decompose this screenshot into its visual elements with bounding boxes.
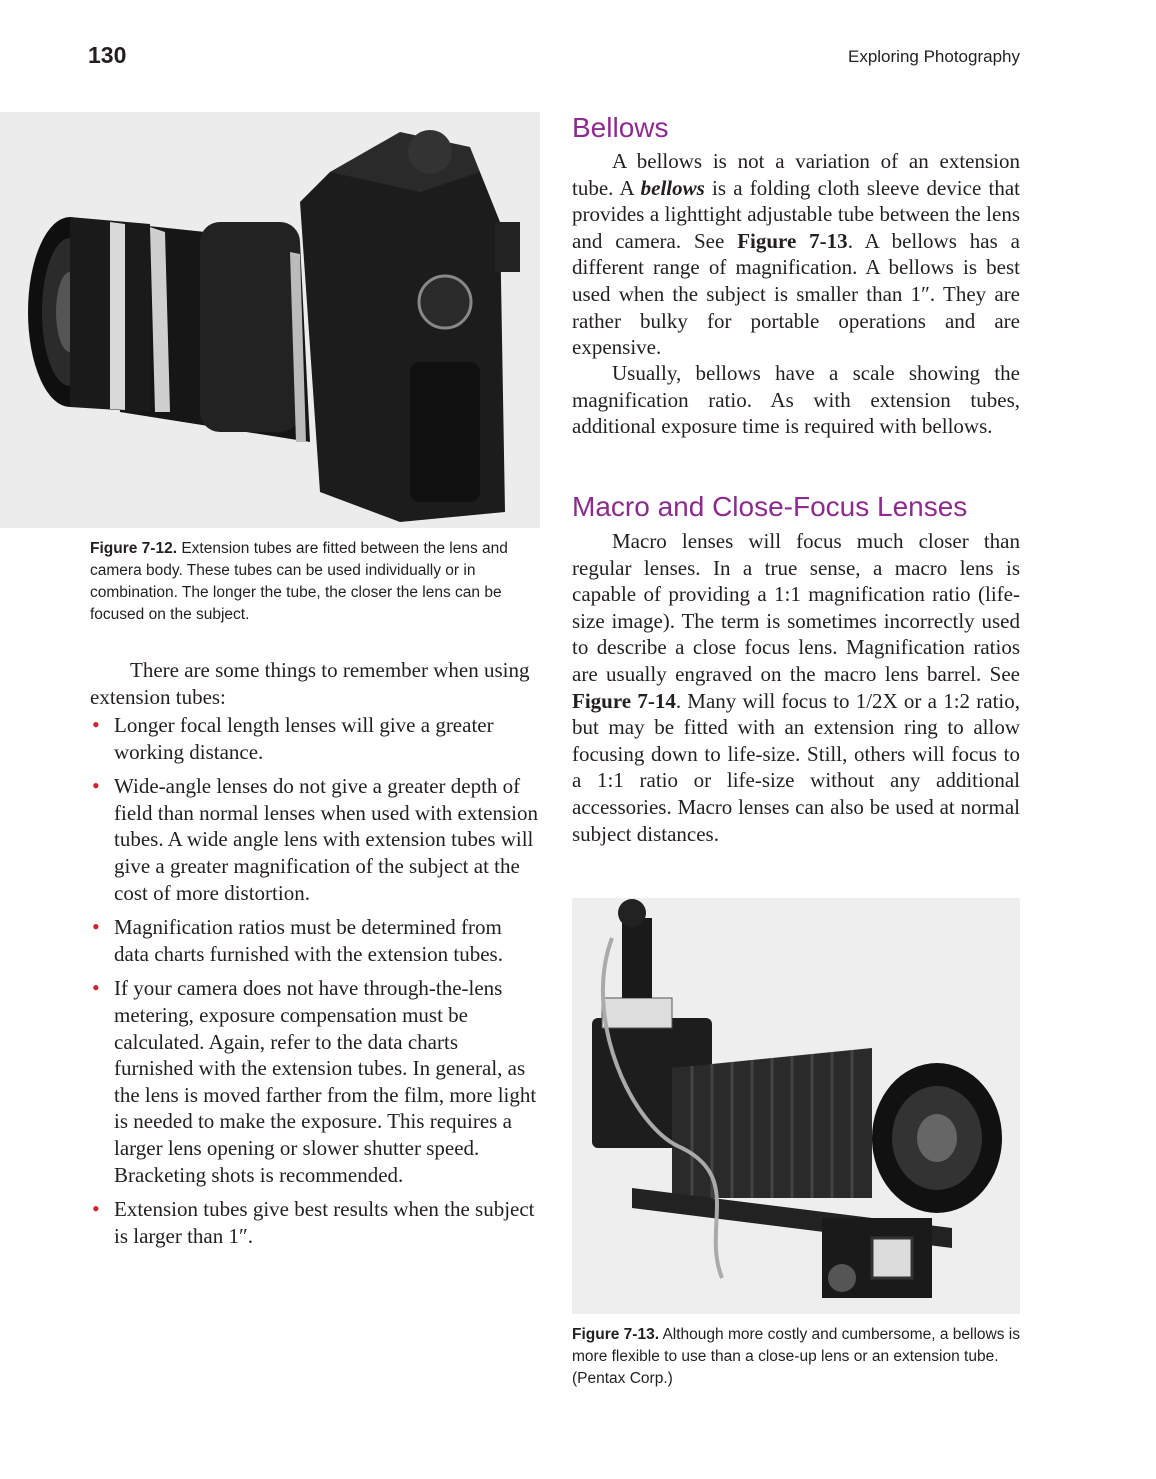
bullet-icon: • bbox=[92, 1196, 100, 1222]
list-item bbox=[90, 712, 540, 765]
text-run: . Many will focus to 1/2X or a 1:2 ratio, but may be fitted with an extension ring to allow focusing down to life-size. Still, others will focus to a 1:1 ratio or life-size without any additional accessories. Macro lenses can also be used at normal subject distances. bbox=[572, 688, 1020, 846]
list-item bbox=[90, 773, 540, 906]
text-run: Usually, bellows have a scale showing the magnification ratio. As with extension tubes, additional exposure time is required with bellows. bbox=[572, 361, 1020, 439]
figure-7-14-reference: Figure 7-14 bbox=[572, 688, 676, 713]
extension-tubes-list bbox=[90, 712, 540, 1257]
text-run: Macro lenses will focus much closer than regular lenses. In a true sense, a macro lens is capable of providing a 1:1 magnification ratio (life-size image). The term is sometimes incorrectly used to describe a close focus lens. Magnification ratios are usually engraved on the macro lens barrel. See bbox=[572, 529, 1020, 686]
bullet-icon: • bbox=[92, 975, 100, 1001]
figure-7-12-label: Figure 7-12. bbox=[90, 540, 177, 557]
macro-paragraph bbox=[572, 528, 1020, 847]
figure-7-13-text: Although more costly and cumbersome, a bellows is more flexible to use than a close-up lens or an extension tube. (Pentax Corp.) bbox=[572, 1326, 1020, 1387]
list-item-text: Longer focal length lenses will give a greater working distance. bbox=[114, 713, 494, 764]
bellows-term: bellows bbox=[640, 175, 705, 200]
bullet-icon: • bbox=[92, 914, 100, 940]
list-item-text: If your camera does not have through-the-lens metering, exposure compensation must be calculated. Again, refer to the data charts furnished with the extension tubes. In general, as the lens is moved farther from the film, more light is needed to make the exposure. This requires a larger lens opening or slower shutter speed. Bracketing shots is recommended. bbox=[114, 976, 537, 1187]
list-item-text: Wide-angle lenses do not give a greater depth of field than normal lenses when used with extension tubes. A wide angle lens with extension tubes will give a greater magnification of the subject at the cost of more distortion. bbox=[114, 774, 538, 905]
list-item bbox=[90, 1196, 540, 1249]
figure-7-13-caption bbox=[572, 1324, 1020, 1390]
figure-7-13-photo bbox=[572, 898, 1020, 1314]
page-number: 130 bbox=[88, 42, 127, 68]
macro-heading: Macro and Close-Focus Lenses bbox=[572, 491, 968, 522]
extension-tubes-intro bbox=[90, 657, 540, 710]
figure-7-13-label: Figure 7-13. bbox=[572, 1326, 659, 1343]
intro-text: There are some things to remember when using extension tubes: bbox=[90, 658, 530, 709]
figure-7-13-reference: Figure 7-13 bbox=[737, 228, 848, 253]
text-run: . A bellows has a different range of magnification. A bellows is best used when the subject is smaller than 1″. They are rather bulky for portable operations and are expensive. bbox=[572, 228, 1020, 360]
figure-7-12-text: Extension tubes are fitted between the lens and camera body. These tubes can be used individually or in combination. The longer the tube, the closer the lens can be focused on the subject. bbox=[90, 540, 508, 623]
figure-7-12-caption bbox=[90, 538, 530, 626]
list-item-text: Extension tubes give best results when the subject is larger than 1″. bbox=[114, 1197, 535, 1248]
bellows-heading: Bellows bbox=[572, 112, 669, 143]
list-item bbox=[90, 975, 540, 1188]
list-item-text: Magnification ratios must be determined from data charts furnished with the extension tubes. bbox=[114, 915, 503, 966]
list-item bbox=[90, 914, 540, 967]
text-run: is a folding cloth sleeve device that provides a lighttight adjustable tube between the lens and camera. See bbox=[572, 175, 1020, 253]
bellows-paragraph-1 bbox=[572, 148, 1020, 361]
bullet-icon: • bbox=[92, 773, 100, 799]
text-run: A bellows is not a variation of an extension tube. A bbox=[572, 149, 1020, 200]
bullet-icon: • bbox=[92, 712, 100, 737]
bellows-paragraph-2 bbox=[572, 360, 1020, 440]
running-title: Exploring Photography bbox=[847, 47, 1020, 66]
figure-7-12-photo bbox=[0, 112, 540, 528]
